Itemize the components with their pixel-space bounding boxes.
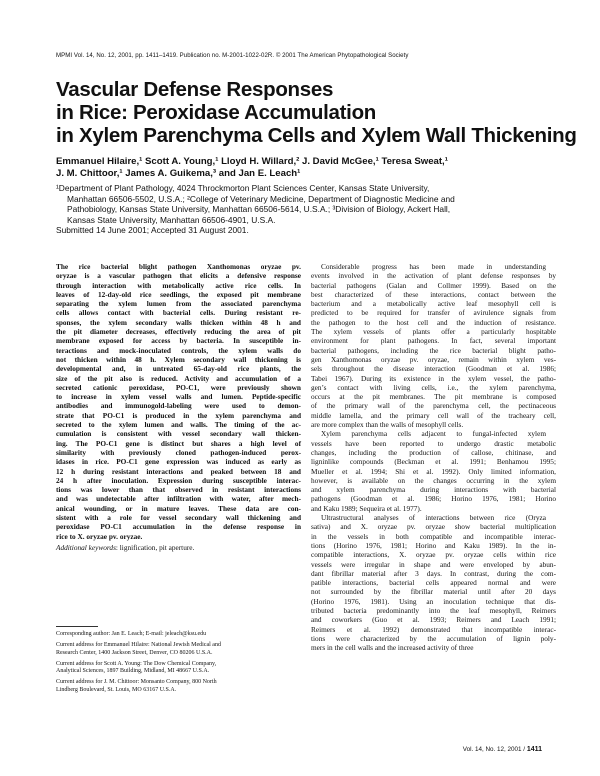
body-line: gen’s contact with living cells, i.e., the xylem parenchyma,: [311, 382, 556, 392]
body-line: predicted to be required for transfer of avirulence signals from: [311, 308, 556, 318]
footnote: [56, 661, 301, 676]
body-line: (Horino 1976, 1981). Using an inoculation technique that dis-: [311, 596, 556, 606]
abstract-line: sistent with a role for vessel secondary wall thickening and: [56, 513, 301, 523]
abstract-line: developmental and, in untreated 65-day-old rice plants, the: [56, 364, 301, 374]
keywords-text: : lignification, pit aperture.: [115, 542, 195, 552]
abstract-line: 24 h after inoculation. Expression during susceptible interac-: [56, 475, 301, 485]
abstract-line: cumulation is consistent with vessel secondary wall thicken-: [56, 429, 301, 439]
footnote-line: Corresponding author: Jan E. Leach; E-mail: jeleach@ksu.edu: [56, 631, 207, 637]
footnote-line: Research Center, 1400 Jackson Street, Denver, CO 80206 U.S.A.: [56, 649, 213, 656]
body-line: vessels have been reported to undergo drastic metabolic: [311, 438, 556, 448]
body-line: and xylem parenchyma during interactions with bacterial: [311, 485, 556, 495]
right-column: [311, 262, 556, 652]
abstract-line: anical wounding, or in mature leaves. These data are con-: [56, 503, 301, 513]
body-line: occurs at the pit membranes. The pit membrane is composed: [311, 392, 556, 402]
body-line: events involved in the activation of plant defense responses by: [311, 271, 556, 281]
body-line: and Kaku 1989; Sequeira et al. 1977).: [311, 503, 422, 513]
footnote: [56, 642, 301, 657]
page-number: 1411: [526, 746, 542, 753]
body-line: gen Xanthomonas oryzae pv. oryzae, remain within xylem ves-: [311, 354, 556, 364]
body-line: however, is available on the changes occurring in the xylem: [311, 475, 556, 485]
body-line: compatible interactions, X. oryzae pv. oryzae cells within rice: [311, 550, 556, 560]
body-paragraph: [311, 429, 556, 513]
abstract-line: tions was lower than that observed in resistant interactions: [56, 485, 301, 495]
body-line: tions were characterized by the accumulation of lignin poly-: [311, 633, 556, 643]
journal-header: MPMI Vol. 14, No. 12, 2001, pp. 1411–1419. Publication no. M-2001-1022-02R. © 2001 The American Phytopathological Society: [56, 52, 409, 59]
body-line: ligninlike compounds (Beckman et al. 1991; Benhamou 1995;: [311, 457, 556, 467]
body-line: Considerable progress has been made in understanding: [321, 262, 546, 271]
abstract-line: separating the xylem lumen from the associated parenchyma: [56, 299, 301, 309]
abstract-line: sponses, the xylem secondary walls thicken within 48 h and: [56, 317, 301, 327]
affiliation-line: Kansas State University, Manhattan 66506-4901, U.S.A.: [67, 214, 276, 225]
abstract-line: teractions and mock-inoculated controls, the xylem walls do: [56, 345, 301, 355]
footnote-line: Current address for Scott A. Young: The Dow Chemical Company,: [56, 660, 217, 667]
keywords-label: Additional keywords: [56, 542, 116, 552]
body-line: bacterium and a metabolically active leaf mesophyll cell is: [311, 299, 556, 309]
abstract-line: to increase in xylem vessel walls and lumen. Peptide-specific: [56, 392, 301, 402]
page-footer: [463, 746, 542, 753]
body-line: pathogens (Goodman et al. 1986; Horino 1976, 1981; Horino: [311, 494, 556, 504]
abstract-line: not thicken within 48 h. Xylem secondary wall thickening is: [56, 354, 301, 364]
abstract-line: idases in rice. PO-C1 gene expression was induced as early as: [56, 457, 301, 467]
abstract-line: and was undetectable after infiltration with water, after mech-: [56, 494, 301, 504]
affiliations: [56, 183, 556, 236]
abstract-line: through interaction with metabolically active rice cells. In: [56, 280, 301, 290]
abstract-line: peroxidase PO-C1 accumulation in the defense response in: [56, 522, 301, 532]
body-line: the pathogen to the host cell and the induction of resistance.: [311, 317, 556, 327]
affiliation-line: Manhattan 66506-5502, U.S.A.; ²College of Veterinary Medicine, Department of Diagnostic Medicine and: [67, 193, 455, 204]
body-line: Mueller et al. 1994; Shi et al. 1992). Only limited information,: [311, 466, 556, 476]
abstract-line: similarity with previously cloned pathogen-induced perox-: [56, 447, 301, 457]
footnotes: [56, 631, 301, 698]
body-line: vessels were irregular in shape and were enveloped by abun-: [311, 559, 556, 569]
body-line: bacterial pathogens, including the rice bacterial blight patho-: [311, 345, 556, 355]
body-paragraph: [311, 513, 556, 652]
title-line: in Rice: Peroxidase Accumulation: [56, 101, 377, 124]
affiliation-line: Pathobiology, Kansas State University, Manhattan 66506-5614, U.S.A.; ³Division of Biology, Ackert Hall,: [67, 204, 451, 215]
body-line: Xylem parenchyma cells adjacent to fungal-infected xylem: [321, 429, 546, 439]
body-paragraph: [311, 262, 556, 429]
left-column: [56, 262, 301, 552]
body-line: Tabei 1967). During its existence in the xylem vessel, the patho-: [311, 373, 556, 383]
abstract-line: cells allows contact with bacterial cells. During resistant re-: [56, 308, 301, 318]
body-line: middle lamella, and the primary cell wall of the tracheary cell,: [311, 410, 556, 420]
body-line: best characterized of these interactions, contact between the: [311, 289, 556, 299]
author-line: Emmanuel Hilaire,¹ Scott A. Young,¹ Lloyd H. Willard,² J. David McGee,¹ Teresa Sweat,¹: [56, 156, 448, 167]
abstract-line: the pit diameter decreases, effectively reducing the area of pit: [56, 327, 301, 337]
abstract: [56, 262, 301, 541]
body-line: bacterial pathogens (Galan and Collmer 1999). Based on the: [311, 280, 556, 290]
abstract-line: The rice bacterial blight pathogen Xanthomonas oryzae pv.: [56, 262, 301, 271]
body-line: tions (Horino 1976, 1981; Horino and Kaku 1989). In the in-: [311, 540, 556, 550]
body-line: in the vessels in both compatible and incompatible interac-: [311, 531, 556, 541]
body-line: Reimers et al. 1992) demonstrated that incompatible interac-: [311, 624, 556, 634]
title-line: Vascular Defense Responses: [56, 78, 334, 101]
footnote-line: Analytical Sciences, 1897 Building, Midland, MI 48667 U.S.A.: [56, 668, 210, 675]
abstract-line: secreted cationic peroxidase, PO-C1, were previously shown: [56, 382, 301, 392]
footnote-rule: [56, 626, 98, 627]
body-line: not surrounded by the fibrillar material until after 20 days: [311, 587, 556, 597]
abstract-line: antibodies and immunogold-labeling were used to demon-: [56, 401, 301, 411]
body-line: Ultrastructural analyses of interactions between rice (Oryza: [321, 513, 546, 523]
body-line: changes, including the production of callose, chitinase, and: [311, 447, 556, 457]
body-line: environment for plant pathogens. In fact, several important: [311, 336, 556, 346]
body-line: of the primary wall of the parenchyma cell, the pectinaceous: [311, 401, 556, 411]
footnote-line: Current address for Emmanuel Hilaire: National Jewish Medical and: [56, 641, 221, 648]
footnote: [56, 631, 301, 639]
body-line: mers in the cell walls and the increased activity of three: [311, 643, 474, 653]
article-title: [56, 78, 576, 147]
body-line: sativa) and X. oryzae pv. oryzae show bacterial multiplication: [311, 522, 556, 532]
body-line: sels throughout the disease interaction (Goodman et al. 1986;: [311, 364, 556, 374]
footnote-line: Lindberg Boulevard, St. Louis, MO 63167 U.S.A.: [56, 686, 177, 693]
body-line: The xylem vessels of plants offer a particularly hospitable: [311, 327, 556, 337]
footnote: [56, 679, 301, 694]
author-list: [56, 156, 576, 181]
abstract-line: oryzae is a vascular pathogen that elicits a defensive response: [56, 271, 301, 281]
abstract-line: 12 h during resistant interactions and peaked between 18 and: [56, 466, 301, 476]
body-line: patible interactions, bacterial cells appeared normal and were: [311, 578, 556, 588]
title-line: in Xylem Parenchyma Cells and Xylem Wall Thickening: [56, 124, 577, 147]
affiliation-line: ¹Department of Plant Pathology, 4024 Throckmorton Plant Sciences Center, Kansas State University,: [56, 183, 430, 193]
abstract-line: strate that PO-C1 is produced in the xylem parenchyma and: [56, 410, 301, 420]
abstract-line: membrane exposed for access by bacteria. In susceptible in-: [56, 336, 301, 346]
body-line: dant fibrillar material after 3 days. In contrast, during the com-: [311, 568, 556, 578]
body-line: are more complex than the walls of mesophyll cells.: [311, 420, 464, 430]
abstract-line: leaves of 12-day-old rice seedlings, the exposed pit membrane: [56, 289, 301, 299]
abstract-line: size of the pit also is reduced. Activity and accumulation of a: [56, 373, 301, 383]
author-line: J. M. Chittoor,¹ James A. Guikema,³ and Jan E. Leach¹: [56, 168, 301, 180]
submission-dates: Submitted 14 June 2001; Accepted 31 August 2001.: [56, 225, 249, 236]
footnote-line: Current address for J. M. Chittoor: Monsanto Company, 800 North: [56, 679, 217, 686]
body-line: and coworkers (Guo et al. 1993; Reimers and Leach 1991;: [311, 615, 556, 625]
abstract-line: secreted to the xylem lumen and walls. The timing of the ac-: [56, 420, 301, 430]
abstract-line: ing. The PO-C1 gene is distinct but shares a high level of: [56, 438, 301, 448]
footer-citation: Vol. 14, No. 12, 2001 /: [462, 746, 527, 753]
additional-keywords: [56, 543, 301, 552]
abstract-line: rice to X. oryzae pv. oryzae.: [56, 531, 143, 541]
body-line: tributed bacteria predominantly into the leaf mesophyll, Reimers: [311, 605, 556, 615]
